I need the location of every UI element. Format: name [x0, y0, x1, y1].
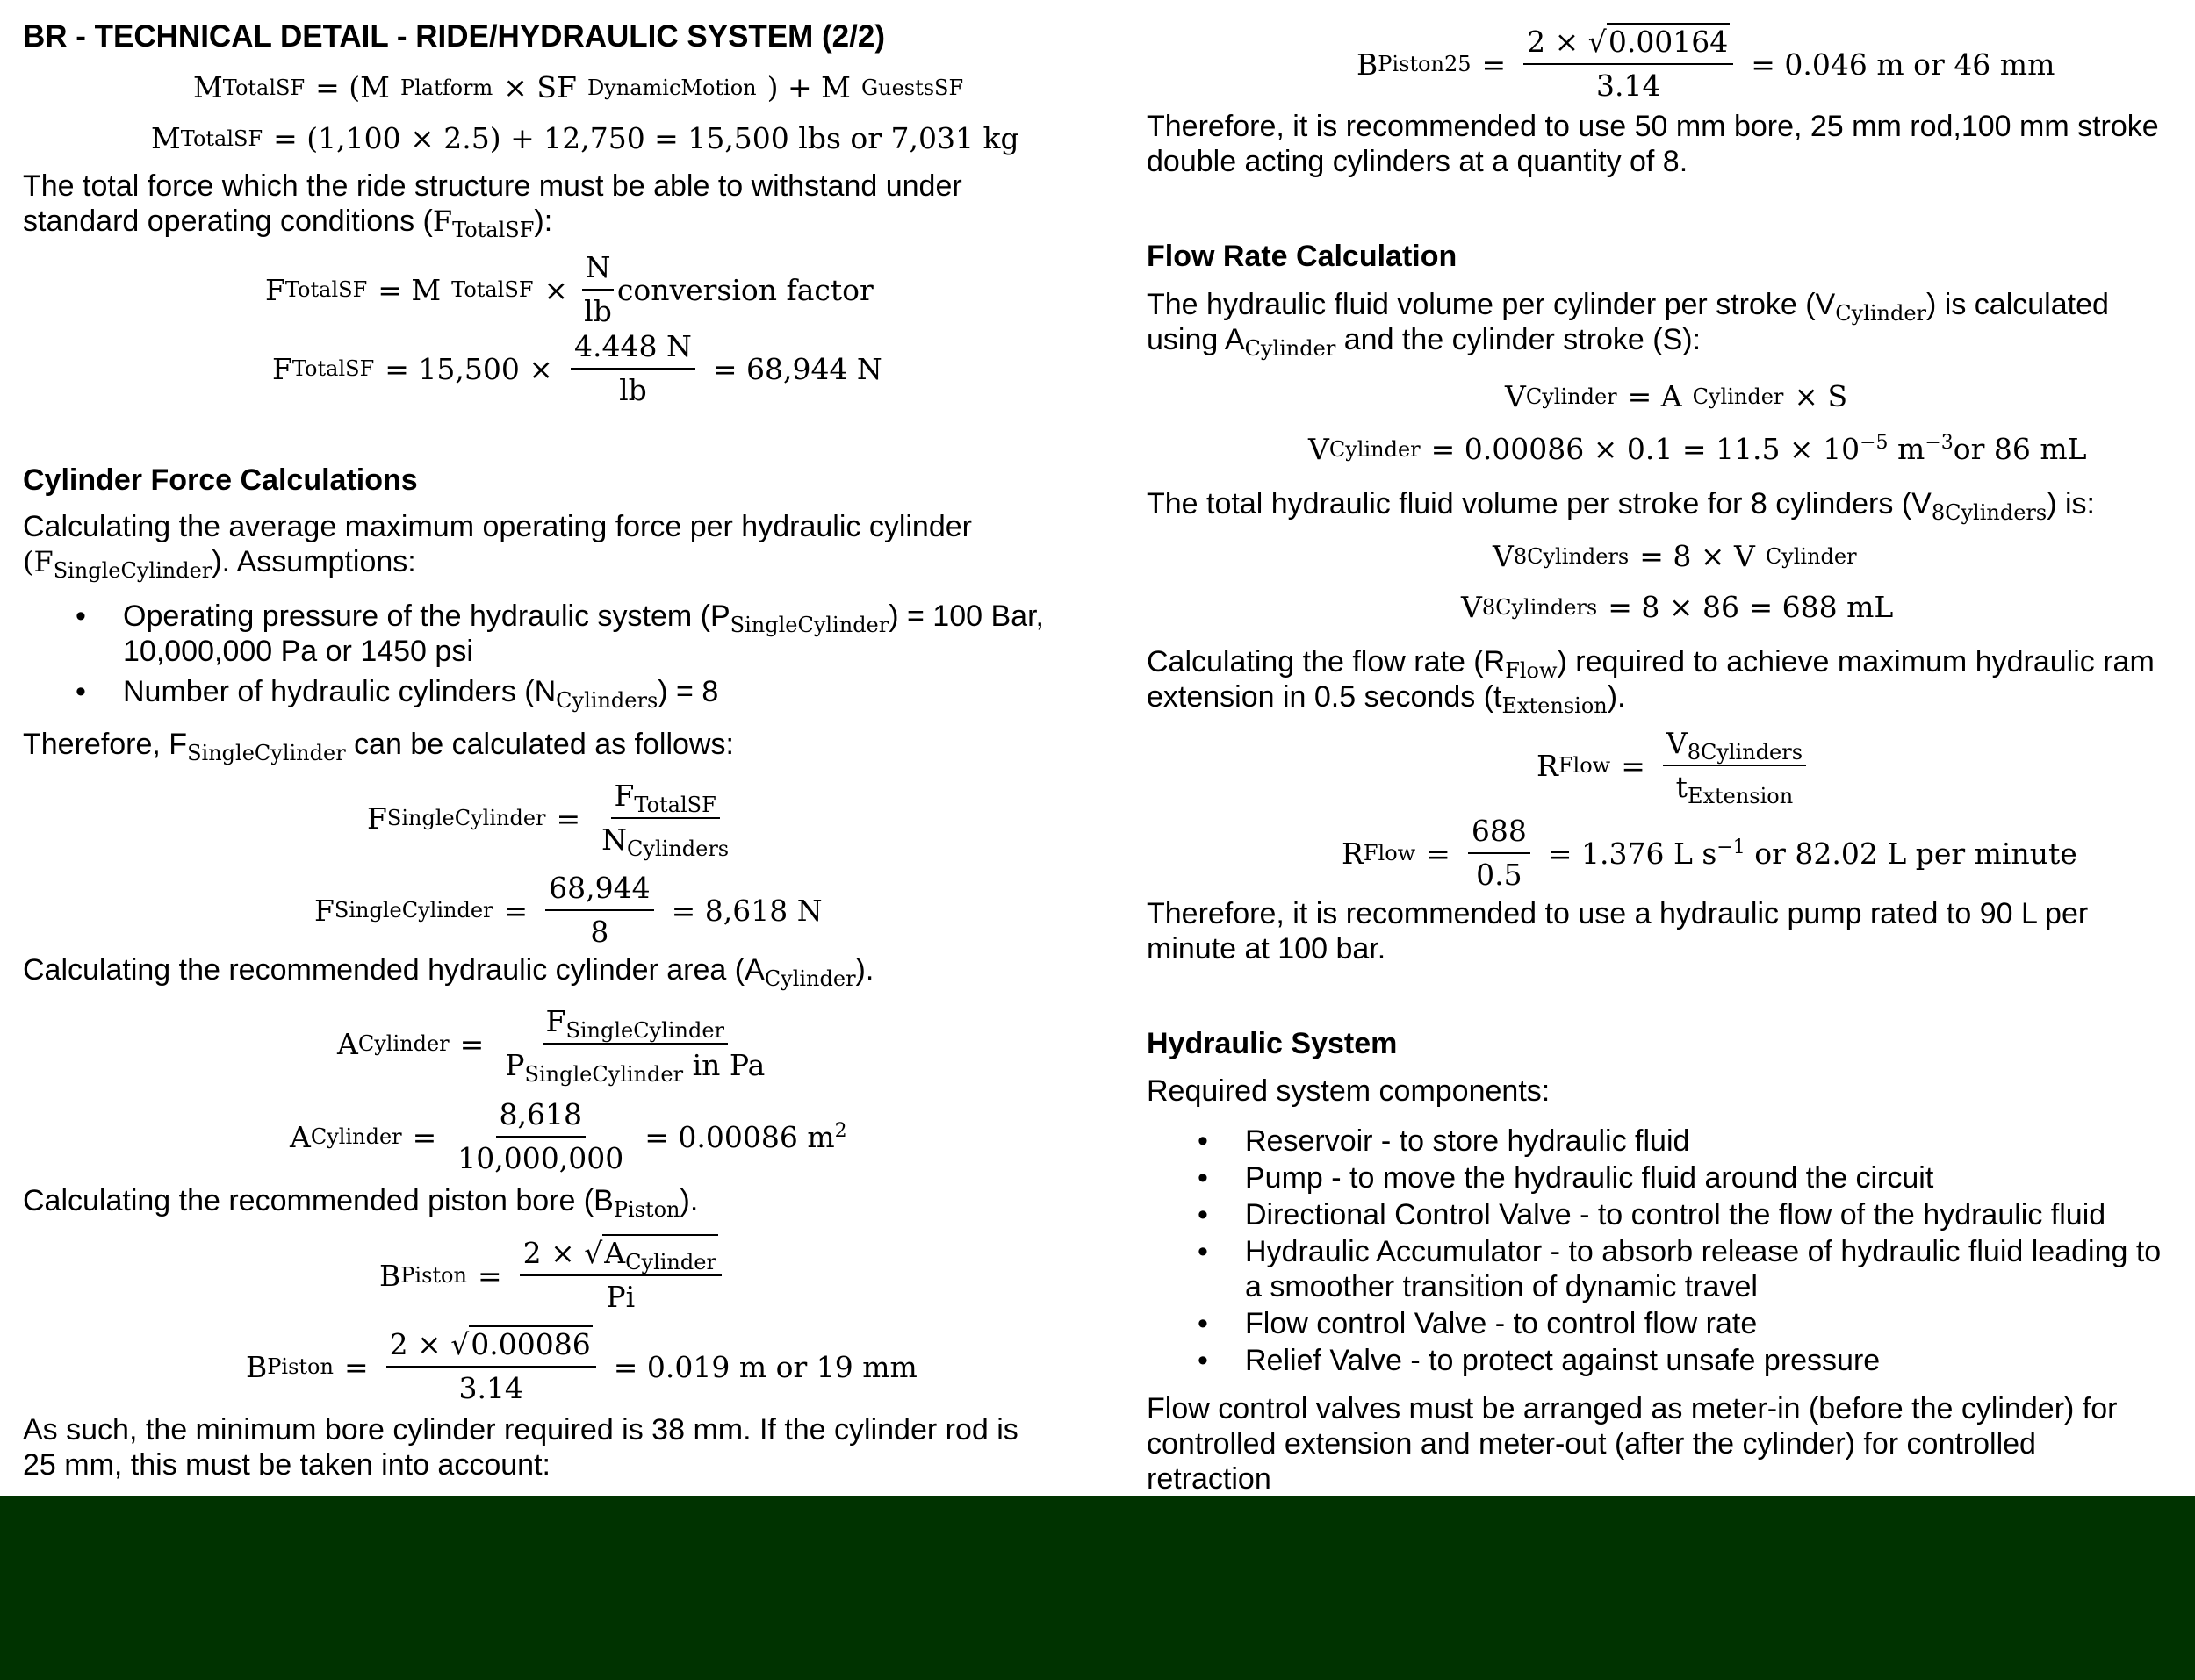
equation-bore25-value: B Piston25 = $\frac{2 \times √0.00164}{3.14}$ = 0.046 m or 46 mm	[1357, 25, 2055, 103]
equation-bore-value: B Piston = $\frac{2 \times √0.00086}{3.14}$ = 0.019 m or 19 mm	[246, 1327, 918, 1405]
list-item: • Reservoir - to store hydraulic fluid	[1198, 1124, 1690, 1158]
list-item: • Hydraulic Accumulator - to absorb release of hydraulic fluid leading to a smoother transition of dynamic travel	[1198, 1235, 2162, 1303]
footer-band	[0, 1496, 2195, 1680]
components-intro: Required system components:	[1147, 1074, 1551, 1108]
equation-v-formula: V Cylinder = A Cylinder × S	[1505, 379, 1848, 413]
recommend-pump-paragraph: Therefore, it is recommended to use a hydraulic pump rated to 90 L per minute at 100 bar.	[1147, 897, 2089, 966]
equation-area-value: A Cylinder = $\frac{8,618}{10,000,000}$ = 0.00086 $m^2$	[290, 1097, 847, 1175]
equation-v-value: V Cylinder = $0.00086 \times 0.1 = 11.5 \times 10^{-5}$ $m^{-3}or$ 86 mL	[1308, 432, 2087, 466]
as-such-paragraph: As such, the minimum bore cylinder required is 38 mm. If the cylinder rod is 25 mm, this must be taken into account:	[23, 1413, 1018, 1482]
equation-fsingle-formula: F SingleCylinder = $\frac{F_{TotalSF}}{N_{Cylinders}}$	[367, 779, 730, 861]
equation-area-formula: A Cylinder = $\frac{F_{SingleCylinder}}{P_{SingleCylinder} in Pa}$	[337, 1004, 766, 1087]
recommend-cylinder-paragraph: Therefore, it is recommended to use 50 mm bore, 25 mm rod,100 mm stroke double acting cylinders at a quantity of 8.	[1147, 110, 2159, 178]
flow-rate-heading: Flow Rate Calculation	[1147, 240, 1457, 273]
force-intro: The total force which the ride structure must be able to withstand under standard operating conditions $(F_{TotalSF})$:	[23, 169, 962, 242]
list-item: • Pump - to move the hydraulic fluid around the circuit	[1198, 1161, 1934, 1195]
page-title: BR - TECHNICAL DETAIL - RIDE/HYDRAULIC SYSTEM (2/2)	[23, 19, 885, 54]
area-intro: Calculating the recommended hydraulic cylinder area $(A_{Cylinder})$.	[23, 953, 874, 991]
list-item: • Directional Control Valve - to control the flow of the hydraulic fluid	[1198, 1198, 2106, 1231]
equation-v8-value: V 8Cylinders = 8 × 86 = 688 mL	[1461, 590, 1894, 624]
flow-valves-paragraph: Flow control valves must be arranged as meter-in (before the cylinder) for controlled extension and meter-out (after the cylinder) for controlled retraction	[1147, 1392, 2118, 1496]
hydraulic-system-heading: Hydraulic System	[1147, 1027, 1398, 1060]
equation-v8-formula: V 8Cylinders = 8 × V Cylinder	[1493, 539, 1857, 573]
cylinder-intro: Calculating the average maximum operating force per hydraulic cylinder $(F_{SingleCylinder})$. Assumptions:	[23, 510, 972, 583]
flow-rate-intro: Calculating the flow rate $(R_{Flow})$ required to achieve maximum hydraulic ram extension in 0.5 seconds $(t_{Extension})$.	[1147, 645, 2155, 718]
flow-intro: The hydraulic fluid volume per cylinder per stroke $(V_{Cylinder})$ is calculated using $A_{Cylinder}$ and the cylinder stroke (S):	[1147, 288, 2109, 361]
bore-intro: Calculating the recommended piston bore $(B_{Piston})$.	[23, 1184, 699, 1222]
equation-r-formula: R Flow = $\frac{V_{8Cylinders}}{t_{Extension}}$	[1536, 724, 1813, 807]
therefore-fsingle: Therefore, $F_{SingleCylinder}$ can be calculated as follows:	[23, 728, 734, 765]
cylinder-force-heading: Cylinder Force Calculations	[23, 463, 418, 497]
equation-bore-formula: B Piston = $\frac{2 \times √A_{Cylinder}}{Pi}$	[379, 1234, 729, 1317]
equation-mtotal-value: M TotalSF = (1,100 × 2.5) + 12,750 = 15,500 lbs or 7,031 kg	[151, 121, 1019, 155]
equation-ftotal-value: F TotalSF = 15,500 × $\frac{4.448 N}{lb}$ = 68,944 N	[272, 329, 882, 407]
equation-fsingle-value: F SingleCylinder = $\frac{68,944}{8}$ = 8,618 N	[314, 871, 823, 949]
equation-ftotal-formula: F TotalSF = M TotalSF × $\frac{N}{lb}$ conversion factor	[265, 250, 874, 328]
equation-r-value: R Flow = $\frac{688}{0.5}$ = 1.376 L $s^{-1}$ or 82.02 L per minute	[1342, 814, 2077, 892]
list-item: • Relief Valve - to protect against unsafe pressure	[1198, 1344, 1881, 1377]
total-volume-intro: The total hydraulic fluid volume per stroke for 8 cylinders $(V_{8Cylinders})$ is:	[1147, 487, 2095, 525]
list-item: • Number of hydraulic cylinders $(N_{Cylinders}) = 8$	[76, 675, 719, 713]
assumptions-list	[23, 599, 1103, 713]
list-item: • Operating pressure of the hydraulic system $(P_{SingleCylinder}) = 100$ Bar, 10,000,000 Pa or 1450 psi	[76, 599, 1044, 668]
list-item: • Flow control Valve - to control flow rate	[1198, 1307, 1758, 1340]
components-list	[1147, 1124, 2191, 1378]
equation-mtotal-formula: M TotalSF = (M Platform × SF DynamicMotion ) + M GuestsSF	[193, 70, 964, 104]
